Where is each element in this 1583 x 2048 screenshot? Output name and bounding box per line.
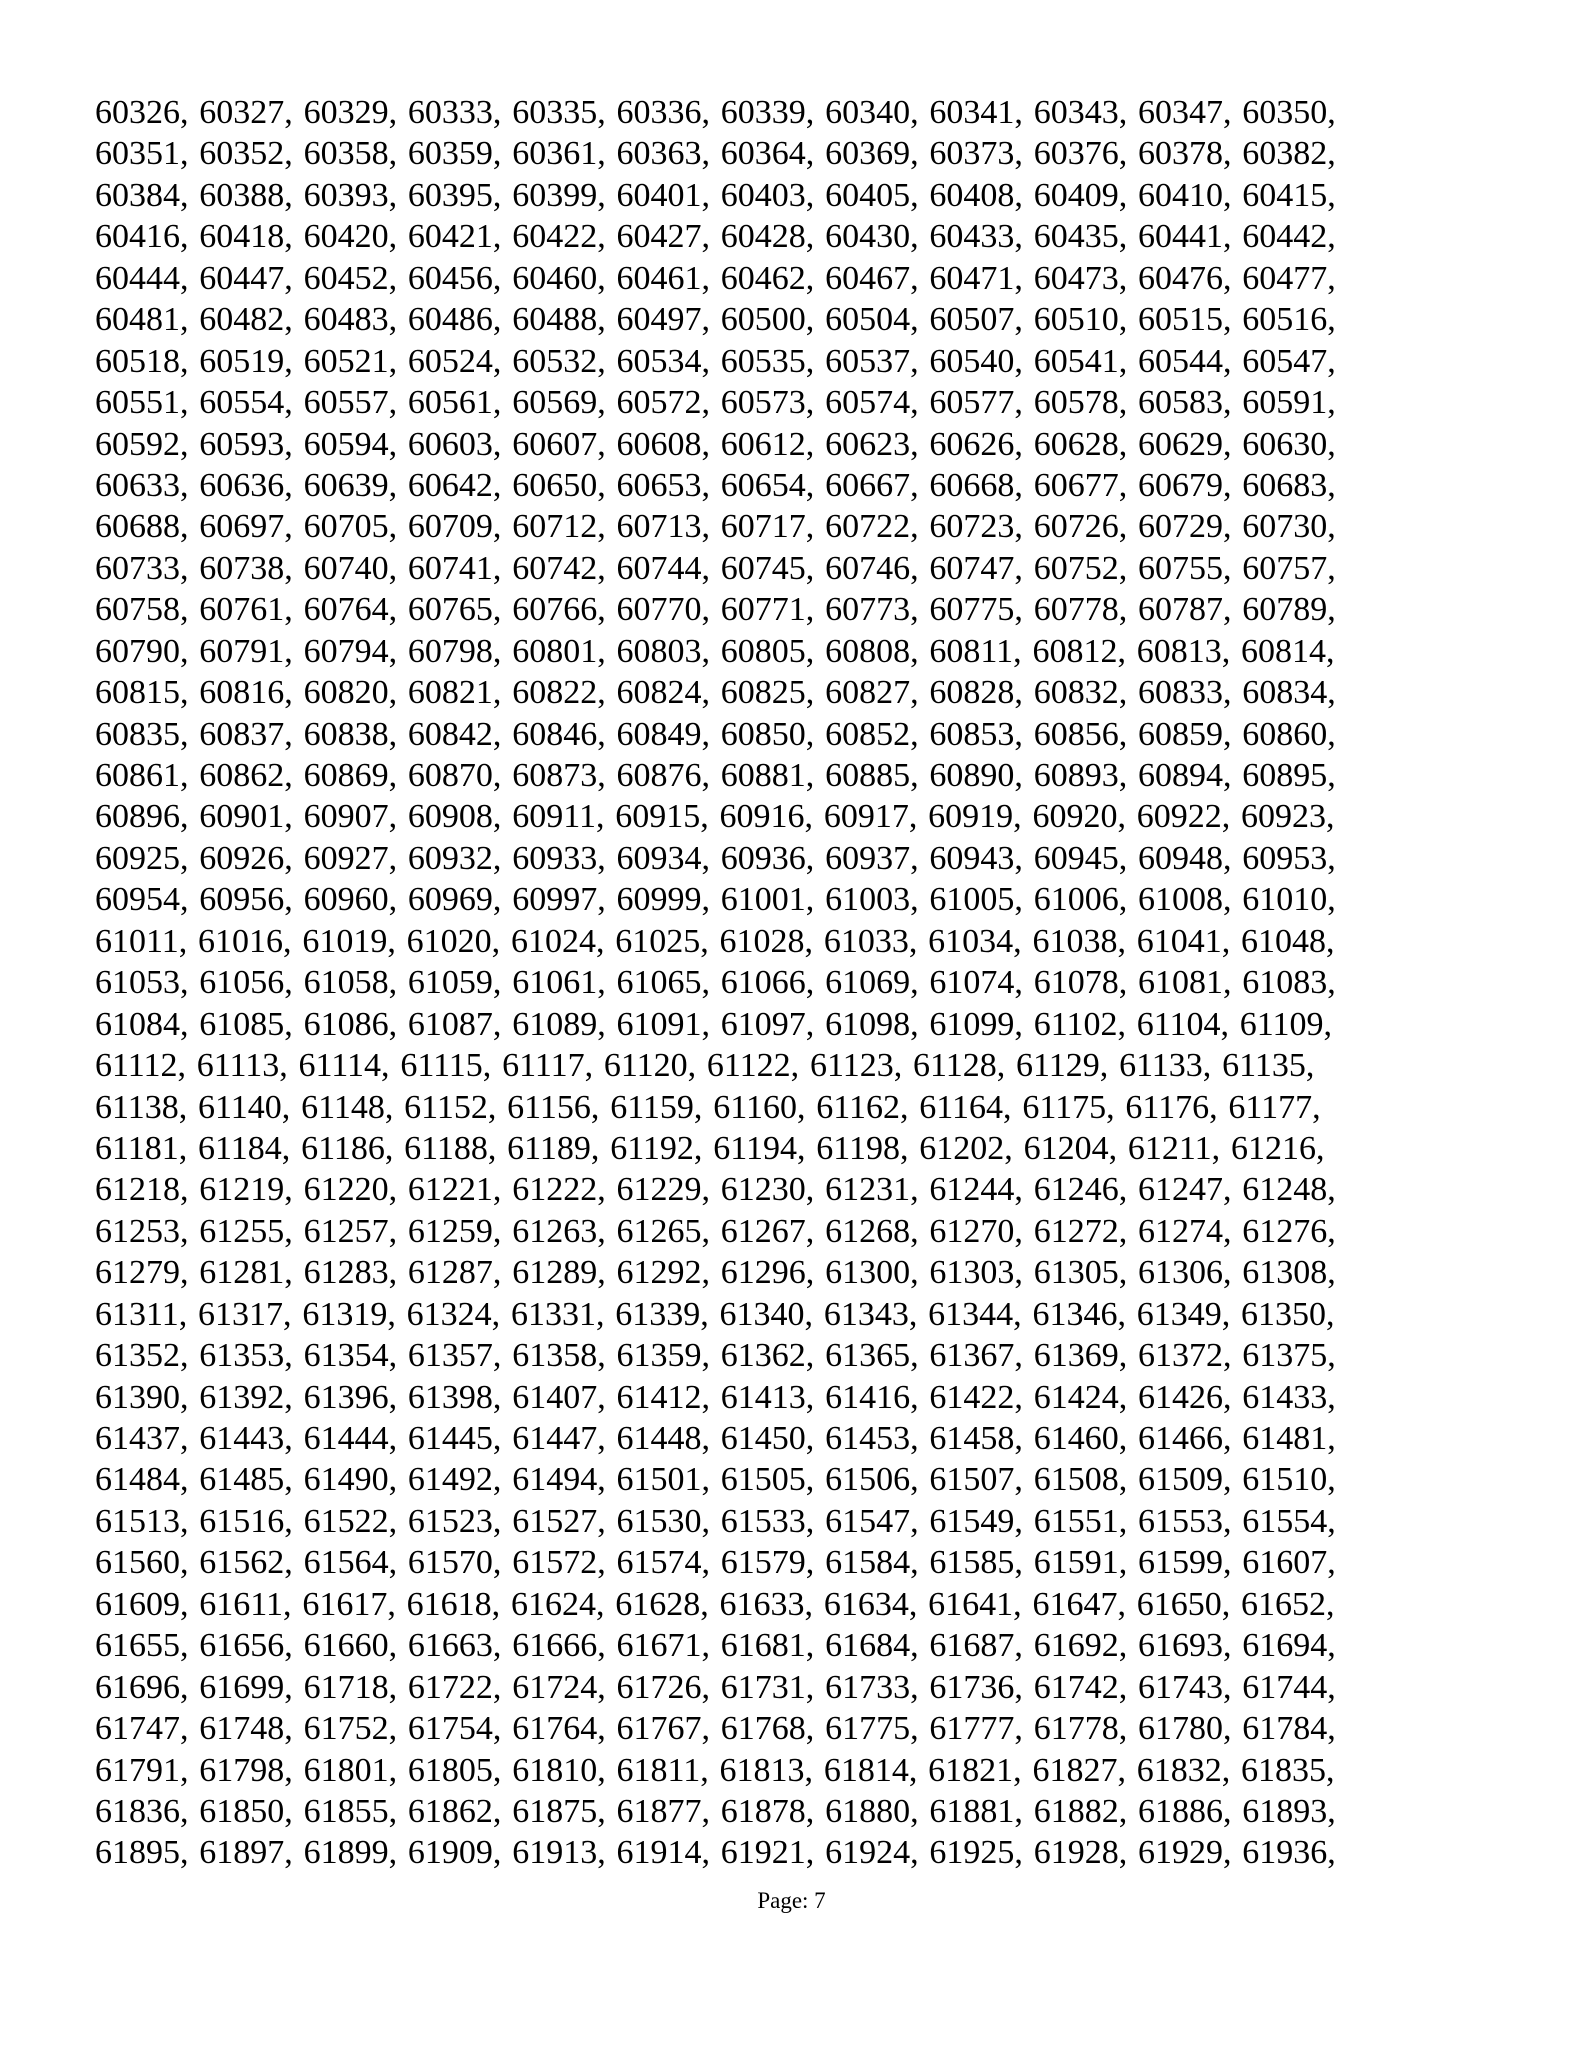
number-line: 61279, 61281, 61283, 61287, 61289, 61292, 61296, 61300, 61303, 61305, 61306, 61308,	[95, 1254, 1336, 1292]
number-line: 61437, 61443, 61444, 61445, 61447, 61448, 61450, 61453, 61458, 61460, 61466, 61481,	[95, 1420, 1336, 1457]
number-line: 60633, 60636, 60639, 60642, 60650, 60653, 60654, 60667, 60668, 60677, 60679, 60683,	[95, 466, 1336, 504]
number-line: 61390, 61392, 61396, 61398, 61407, 61412, 61413, 61416, 61422, 61424, 61426, 61433,	[95, 1378, 1336, 1416]
number-line: 60592, 60593, 60594, 60603, 60607, 60608, 60612, 60623, 60626, 60628, 60629, 60630,	[95, 425, 1336, 463]
number-line: 60551, 60554, 60557, 60561, 60569, 60572, 60573, 60574, 60577, 60578, 60583, 60591,	[95, 384, 1336, 422]
number-line: 60384, 60388, 60393, 60395, 60399, 60401, 60403, 60405, 60408, 60409, 60410, 60415,	[95, 176, 1336, 214]
page-number: Page: 7	[757, 1888, 826, 1913]
number-line: 61484, 61485, 61490, 61492, 61494, 61501, 61505, 61506, 61507, 61508, 61509, 61510,	[95, 1461, 1336, 1499]
number-line: 60758, 60761, 60764, 60765, 60766, 60770, 60771, 60773, 60775, 60778, 60787, 60789,	[95, 591, 1336, 629]
number-line: 61218, 61219, 61220, 61221, 61222, 61229, 61230, 61231, 61244, 61246, 61247, 61248,	[95, 1171, 1336, 1209]
number-line: 61053, 61056, 61058, 61059, 61061, 61065, 61066, 61069, 61074, 61078, 61081, 61083,	[95, 964, 1336, 1002]
number-line: 60733, 60738, 60740, 60741, 60742, 60744, 60745, 60746, 60747, 60752, 60755, 60757,	[95, 549, 1336, 587]
number-line: 61655, 61656, 61660, 61663, 61666, 61671, 61681, 61684, 61687, 61692, 61693, 61694,	[95, 1627, 1336, 1665]
number-line: 61747, 61748, 61752, 61754, 61764, 61767, 61768, 61775, 61777, 61778, 61780, 61784,	[95, 1710, 1336, 1748]
number-line: 60896, 60901, 60907, 60908, 60911, 60915, 60916, 60917, 60919, 60920, 60922, 60923,	[95, 798, 1335, 836]
number-line: 61609, 61611, 61617, 61618, 61624, 61628, 61633, 61634, 61641, 61647, 61650, 61652,	[95, 1585, 1335, 1623]
number-line: 61696, 61699, 61718, 61722, 61724, 61726, 61731, 61733, 61736, 61742, 61743, 61744,	[95, 1668, 1336, 1706]
number-line: 61791, 61798, 61801, 61805, 61810, 61811, 61813, 61814, 61821, 61827, 61832, 61835,	[95, 1751, 1335, 1789]
number-line: 60444, 60447, 60452, 60456, 60460, 60461, 60462, 60467, 60471, 60473, 60476, 60477,	[95, 259, 1336, 297]
number-line: 60416, 60418, 60420, 60421, 60422, 60427, 60428, 60430, 60433, 60435, 60441, 60442,	[95, 218, 1336, 256]
number-line: 60351, 60352, 60358, 60359, 60361, 60363, 60364, 60369, 60373, 60376, 60378, 60382,	[95, 135, 1336, 173]
number-line: 61560, 61562, 61564, 61570, 61572, 61574, 61579, 61584, 61585, 61591, 61599, 61607,	[95, 1544, 1336, 1582]
number-line: 60481, 60482, 60483, 60486, 60488, 60497, 60500, 60504, 60507, 60510, 60515, 60516,	[95, 301, 1336, 339]
number-line: 60688, 60697, 60705, 60709, 60712, 60713, 60717, 60722, 60723, 60726, 60729, 60730,	[95, 508, 1336, 546]
number-line: 61895, 61897, 61899, 61909, 61913, 61914, 61921, 61924, 61925, 61928, 61929, 61936,	[95, 1834, 1336, 1872]
number-line: 61011, 61016, 61019, 61020, 61024, 61025, 61028, 61033, 61034, 61038, 61041, 61048,	[95, 922, 1335, 960]
number-line: 60925, 60926, 60927, 60932, 60933, 60934, 60936, 60937, 60943, 60945, 60948, 60953,	[95, 839, 1336, 877]
number-line: 60835, 60837, 60838, 60842, 60846, 60849, 60850, 60852, 60853, 60856, 60859, 60860,	[95, 715, 1336, 753]
number-line: 61138, 61140, 61148, 61152, 61156, 61159, 61160, 61162, 61164, 61175, 61176, 61177,	[95, 1088, 1321, 1126]
number-line: 60954, 60956, 60960, 60969, 60997, 60999, 61001, 61003, 61005, 61006, 61008, 61010,	[95, 881, 1336, 919]
number-list	[95, 92, 1495, 1874]
number-line: 61084, 61085, 61086, 61087, 61089, 61091, 61097, 61098, 61099, 61102, 61104, 61109,	[95, 1005, 1333, 1043]
number-line: 60790, 60791, 60794, 60798, 60801, 60803, 60805, 60808, 60811, 60812, 60813, 60814,	[95, 632, 1335, 670]
number-line: 61253, 61255, 61257, 61259, 61263, 61265, 61267, 61268, 61270, 61272, 61274, 61276,	[95, 1212, 1336, 1250]
number-line: 61311, 61317, 61319, 61324, 61331, 61339, 61340, 61343, 61344, 61346, 61349, 61350,	[95, 1295, 1335, 1333]
number-line: 60861, 60862, 60869, 60870, 60873, 60876, 60881, 60885, 60890, 60893, 60894, 60895,	[95, 757, 1336, 794]
number-line: 60815, 60816, 60820, 60821, 60822, 60824, 60825, 60827, 60828, 60832, 60833, 60834,	[95, 674, 1336, 712]
number-line: 61513, 61516, 61522, 61523, 61527, 61530, 61533, 61547, 61549, 61551, 61553, 61554,	[95, 1502, 1336, 1540]
number-line: 60518, 60519, 60521, 60524, 60532, 60534, 60535, 60537, 60540, 60541, 60544, 60547,	[95, 342, 1336, 380]
number-line: 61112, 61113, 61114, 61115, 61117, 61120, 61122, 61123, 61128, 61129, 61133, 61135,	[95, 1047, 1315, 1085]
number-line: 61181, 61184, 61186, 61188, 61189, 61192, 61194, 61198, 61202, 61204, 61211, 61216,	[95, 1129, 1325, 1167]
number-line: 61836, 61850, 61855, 61862, 61875, 61877, 61878, 61880, 61881, 61882, 61886, 61893,	[95, 1792, 1336, 1830]
number-line: 61352, 61353, 61354, 61357, 61358, 61359, 61362, 61365, 61367, 61369, 61372, 61375,	[95, 1337, 1336, 1375]
number-line: 60326, 60327, 60329, 60333, 60335, 60336, 60339, 60340, 60341, 60343, 60347, 60350,	[95, 94, 1336, 131]
